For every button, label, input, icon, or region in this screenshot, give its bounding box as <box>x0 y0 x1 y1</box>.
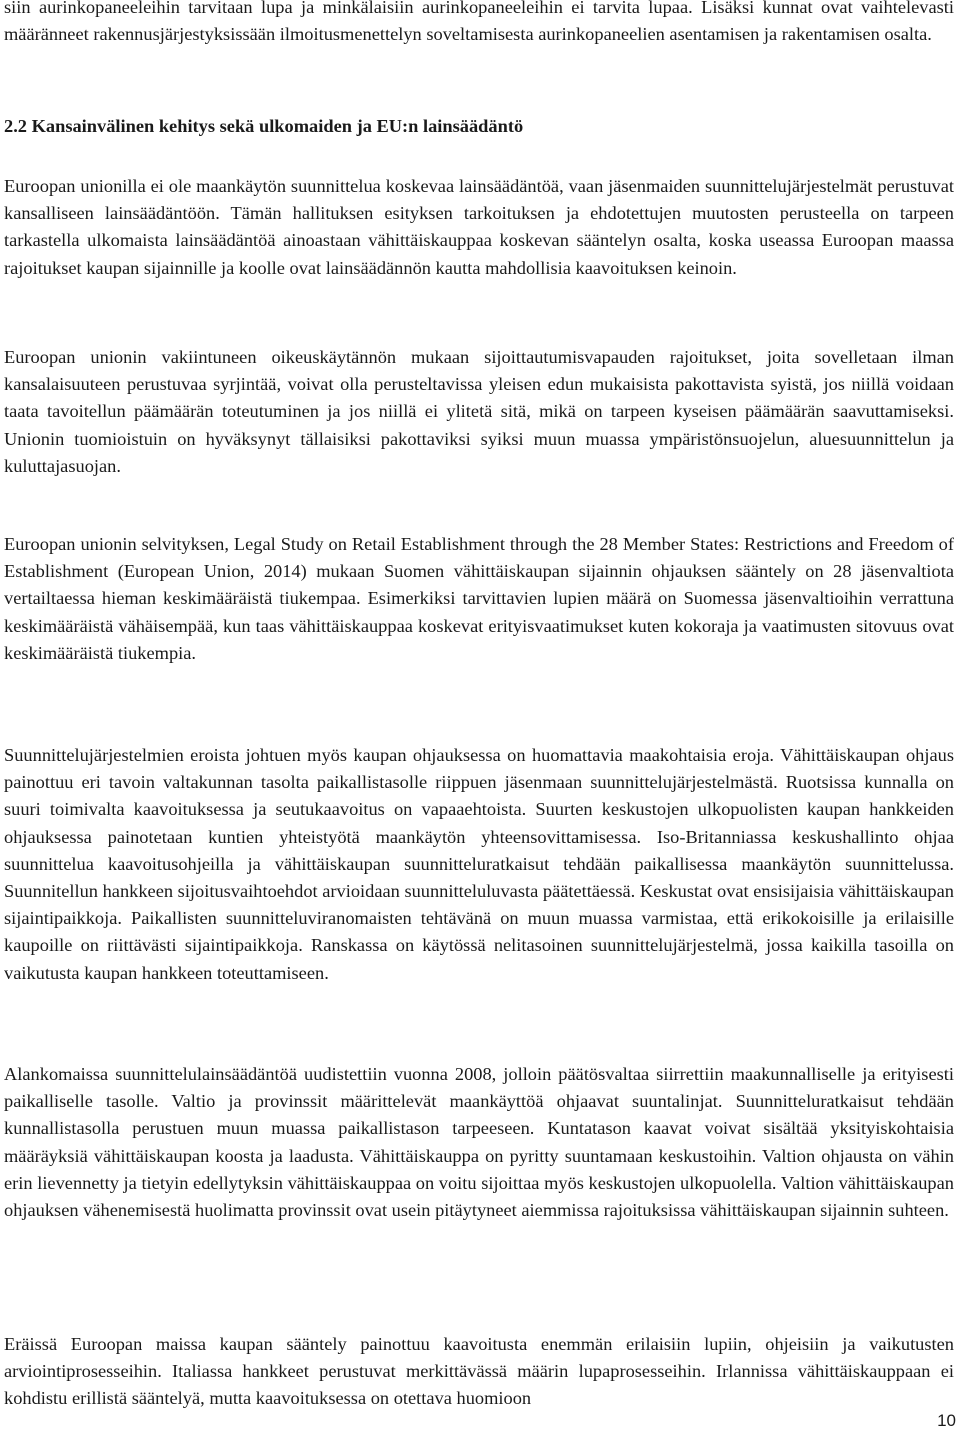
paragraph-2: Euroopan unionin vakiintuneen oikeuskäytännön mukaan sijoittautumisvapauden rajoitukset, joita sovelletaan ilman kansalaisuuteen perustuvaa syrjintää, voivat olla perusteltavissa yleisen edun mukaisista pakottavista syistä, jos niillä voidaan taata tavoitellun päämäärän toteutuminen ja jos niillä ei ylitetä sitä, mikä on tarpeen kyseisen päämäärän saavuttamiseksi. Unionin tuomioistuin on hyväksynyt tällaisiksi pakottaviksi syiksi muun muassa ympäristönsuojelun, aluesuunnittelun ja kuluttajasuojan. <box>4 347 954 476</box>
section-heading: 2.2 Kansainvälinen kehitys sekä ulkomaiden ja EU:n lainsäädäntö <box>4 116 524 136</box>
paragraph-5: Alankomaissa suunnittelulainsäädäntöä uudistettiin vuonna 2008, jolloin päätösvaltaa siirrettiin maakunnalliselle ja erityisesti paikalliselle tasolle. Valtio ja provinssit määrittelevät maankäyttöä ohjaavat suuntalinjat. Suunnitteluratkaisut tehdään kunnallistasolla perustuen muun muassa paikallistason tarpeeseen. Kuntatason kaavat voivat sisältää yksityiskohtaisia määräyksiä vähittäiskaupan koosta ja laadusta. Vähittäiskauppa on pyritty suuntamaan keskustoihin. Valtion ohjausta on vähin erin lievennetty ja tietyin edellytyksin vähittäiskauppaa on voitu sijoittaa myös keskustojen ulkopuolella. Valtion vähittäiskaupan ohjauksen vähenemisestä huolimatta provinssit ovat usein pitäytyneet aiemmissa rajoituksissa vähittäiskaupan sijainnin suhteen. <box>4 1064 954 1221</box>
paragraph-3: Euroopan unionin selvityksen, Legal Study on Retail Establishment through the 28 Member States: Restrictions and Freedom of Establishment (European Union, 2014) mukaan Suomen vähittäiskaupan sijainnin ohjauksen sääntely on 28 jäsenvaltiota vertailtaessa hieman keskimääräistä tiukempaa. Esimerkiksi tarvittavien lupien määrä on Suomessa jäsenvaltioihin verrattuna keskimääräistä vähäisempää, kun taas vähittäiskauppaa koskevat erityisvaatimukset kuten kokoraja ja vaatimusten sitovuus ovat keskimääräistä tiukempia. <box>4 534 954 663</box>
paragraph-4: Suunnittelujärjestelmien eroista johtuen myös kaupan ohjauksessa on huomattavia maakohtaisia eroja. Vähittäiskaupan ohjaus painottuu eri tavoin valtakunnan tasolta paikallistasolle riippuen jäsenmaan suunnittelujärjestelmästä. Ruotsissa kunnalla on suuri toimivalta kaavoituksessa ja seutukaavoitus on vapaaehtoista. Suurten keskustojen ulkopuolisten kaupan hankkeiden ohjauksessa painotetaan kuntien yhteistyötä maankäytön yhteensovittamisessa. Iso-Britanniassa keskushallinto ohjaa suunnittelua kaavoitusohjeilla ja vähittäiskaupan suunnitteluratkaisut tehdään paikallisessa maankäytön suunnittelussa. Suunnitellun hankkeen sijoitusvaihtoehdot arvioidaan suunnitteluluvasta päätettäessä. Keskustat ovat ensisijaisia vähittäiskaupan sijaintipaikkoja. Paikallisten suunnitteluviranomaisten tehtävänä on muun muassa varmistaa, että erikokoisille ja erilaisille kaupoille on riittävästi sijaintipaikkoja. Ranskassa on käytössä nelitasoinen suunnittelujärjestelmä, jossa kaikilla tasoilla on vaikutusta kaupan hankkeen toteuttamiseen. <box>4 745 954 983</box>
paragraph-1: Euroopan unionilla ei ole maankäytön suunnittelua koskevaa lainsäädäntöä, vaan jäsenmaiden suunnittelujärjestelmät perustuvat kansalliseen lainsäädäntöön. Tämän hallituksen esityksen tarkoituksen ja ehdotettujen muutosten perusteella on tarpeen tarkastella ulkomaista lainsäädäntöä ainoastaan vähittäiskauppaa koskevan sääntelyn osalta, koska useassa Euroopan maassa rajoitukset kaupan sijainnille ja koolle ovat lainsäädännön kautta mahdollisia kaavoituksen keinoin. <box>4 176 954 278</box>
paragraph-intro: siin aurinkopaneeleihin tarvitaan lupa ja minkälaisiin aurinkopaneeleihin ei tarvita lupaa. Lisäksi kunnat ovat vaihtelevasti määränneet rakennusjärjestyksissään ilmoitusmenettelyn soveltamisesta aurinkopaneelien asentamisen ja rakentamisen osalta. <box>4 0 954 45</box>
paragraph-6: Eräissä Euroopan maissa kaupan sääntely painottuu kaavoitusta enemmän erilaisiin lupiin, ohjeisiin ja vaikutusten arviointiprosesseihin. Italiassa hankkeet perustuvat merkittävässä määrin lupaprosesseihin. Irlannissa vähittäiskauppaan ei kohdistu erillistä sääntelyä, mutta kaavoituksessa on otettava huomioon <box>4 1334 954 1409</box>
page-number: 10 <box>937 1411 956 1430</box>
